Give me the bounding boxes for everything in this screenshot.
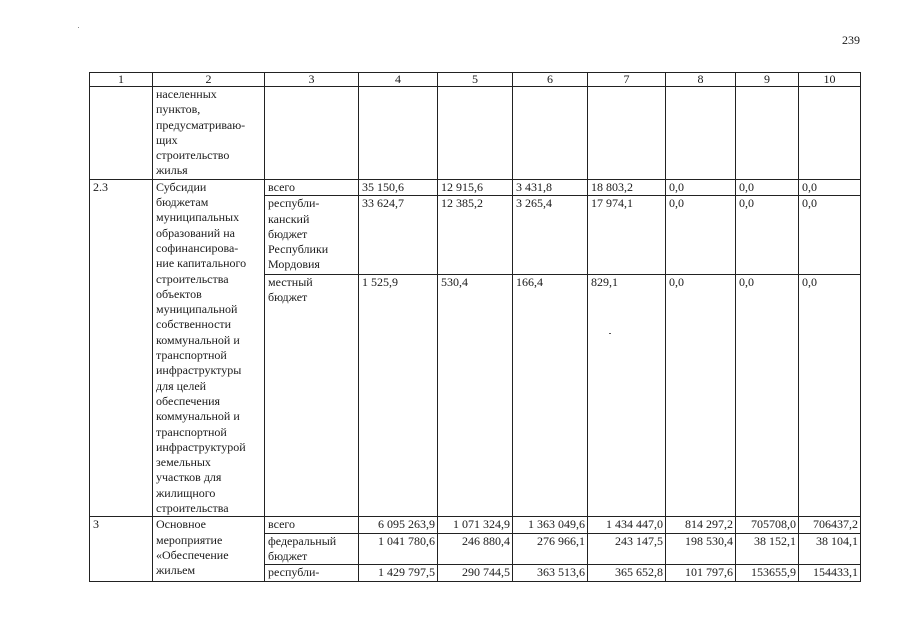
value-cell: 3 431,8	[513, 179, 588, 196]
name-line: мероприятие	[156, 532, 223, 547]
value-cell: 530,4	[438, 274, 513, 516]
scan-speck	[78, 27, 79, 28]
value-cell: 290 744,5	[438, 565, 513, 581]
value-cell: 12 915,6	[438, 179, 513, 196]
name-line: строительства	[156, 501, 229, 516]
value-cell: 153655,9	[736, 565, 799, 581]
row-name-cell	[153, 179, 265, 517]
value-cell: 33 624,7	[359, 196, 438, 275]
name-line: жильем	[156, 563, 196, 578]
name-line: инфраструктурой	[156, 439, 246, 454]
value-cell: 166,4	[513, 274, 588, 516]
value-cell: 1 434 447,0	[588, 517, 666, 533]
funding-source-cell	[265, 196, 359, 275]
value-cell: 246 880,4	[438, 533, 513, 565]
name-line: участков для	[156, 470, 222, 485]
name-line: объектов	[156, 286, 202, 301]
column-number-row	[90, 73, 861, 87]
row-number-cell: 2.3	[90, 179, 153, 517]
name-line: образований на	[156, 225, 235, 240]
value-cell: 365 652,8	[588, 565, 666, 581]
column-header: 2	[153, 73, 265, 87]
name-line: ние капитального	[156, 256, 247, 271]
value-cell: 1 525,9	[359, 274, 438, 516]
column-header: 3	[265, 73, 359, 87]
name-line: предусматриваю-	[156, 117, 246, 132]
source-line: канский	[268, 211, 310, 226]
name-line: строительство	[156, 148, 230, 163]
name-line: обеспечения	[156, 393, 221, 408]
column-header: 7	[588, 73, 666, 87]
row-number-cell	[90, 87, 153, 180]
name-line: населенных	[156, 87, 217, 101]
table-row	[90, 87, 861, 180]
funding-source-cell: республи-	[265, 565, 359, 581]
name-line: пунктов,	[156, 102, 201, 117]
name-line: транспортной	[156, 424, 227, 439]
value-cell: 17 974,1	[588, 196, 666, 275]
value-cell: 1 429 797,5	[359, 565, 438, 581]
value-cell: 243 147,5	[588, 533, 666, 565]
name-line: софинансирова-	[156, 240, 239, 255]
column-header: 5	[438, 73, 513, 87]
table-row	[90, 517, 861, 533]
name-line: муниципальных	[156, 210, 240, 225]
name-line: Субсидии	[156, 179, 207, 194]
budget-table	[89, 72, 861, 582]
source-line: республи-	[268, 196, 320, 211]
column-header: 8	[666, 73, 736, 87]
funding-source-cell: всего	[265, 517, 359, 533]
funding-source-cell	[265, 274, 359, 516]
value-cell: 0,0	[736, 274, 799, 516]
value-cell: 1 071 324,9	[438, 517, 513, 533]
funding-source-cell: всего	[265, 179, 359, 196]
value-cell: 0,0	[736, 179, 799, 196]
name-line: транспортной	[156, 348, 227, 363]
value-cell: 12 385,2	[438, 196, 513, 275]
value-cell: 3 265,4	[513, 196, 588, 275]
value-cell: 35 150,6	[359, 179, 438, 196]
name-line: коммунальной и	[156, 332, 240, 347]
value-cell: 1 041 780,6	[359, 533, 438, 565]
value-cell: 198 530,4	[666, 533, 736, 565]
source-line: Мордовия	[268, 257, 320, 272]
name-line: «Обеспечение	[156, 547, 229, 562]
source-line: федеральный	[268, 533, 337, 548]
value-cell: 6 095 263,9	[359, 517, 438, 533]
value-cell: 0,0	[799, 196, 861, 275]
row-name-cell	[153, 517, 265, 581]
source-line: бюджет	[268, 290, 308, 305]
row-number-cell: 3	[90, 517, 153, 581]
name-line: Основное	[156, 517, 206, 532]
column-header: 4	[359, 73, 438, 87]
page-number: 239	[842, 33, 860, 47]
value-cell: 829,1	[588, 274, 666, 516]
name-line: бюджетам	[156, 195, 209, 210]
value-cell: 18 803,2	[588, 179, 666, 196]
value-cell: 38 104,1	[799, 533, 861, 565]
value-cell: 101 797,6	[666, 565, 736, 581]
value-cell: 363 513,6	[513, 565, 588, 581]
name-line: для целей	[156, 378, 207, 393]
source-line: бюджет	[268, 548, 308, 563]
source-line: Республики	[268, 242, 329, 257]
value-cell: 0,0	[666, 196, 736, 275]
name-line: строительства	[156, 271, 229, 286]
column-header: 6	[513, 73, 588, 87]
value-cell: 706437,2	[799, 517, 861, 533]
column-header: 9	[736, 73, 799, 87]
value-cell: 705708,0	[736, 517, 799, 533]
name-line: земельных	[156, 455, 211, 470]
name-line: коммунальной и	[156, 409, 240, 424]
column-header: 1	[90, 73, 153, 87]
value-cell: 0,0	[799, 179, 861, 196]
value-cell: 0,0	[666, 179, 736, 196]
value-cell: 38 152,1	[736, 533, 799, 565]
value-cell: 0,0	[666, 274, 736, 516]
funding-source-cell	[265, 533, 359, 565]
name-line: муниципальной	[156, 302, 238, 317]
name-line: инфраструктуры	[156, 363, 242, 378]
name-line: жилья	[156, 163, 188, 178]
source-line: местный	[268, 274, 313, 289]
value-cell: 154433,1	[799, 565, 861, 581]
name-line: собственности	[156, 317, 232, 332]
value-cell: 814 297,2	[666, 517, 736, 533]
value-cell: 0,0	[736, 196, 799, 275]
row-name-cell	[153, 87, 265, 180]
value-cell: 0,0	[799, 274, 861, 516]
table-row	[90, 179, 861, 196]
value-cell: 1 363 049,6	[513, 517, 588, 533]
name-line: щих	[156, 132, 178, 147]
column-header: 10	[799, 73, 861, 87]
source-line: бюджет	[268, 226, 308, 241]
value-cell: 276 966,1	[513, 533, 588, 565]
name-line: жилищного	[156, 485, 216, 500]
